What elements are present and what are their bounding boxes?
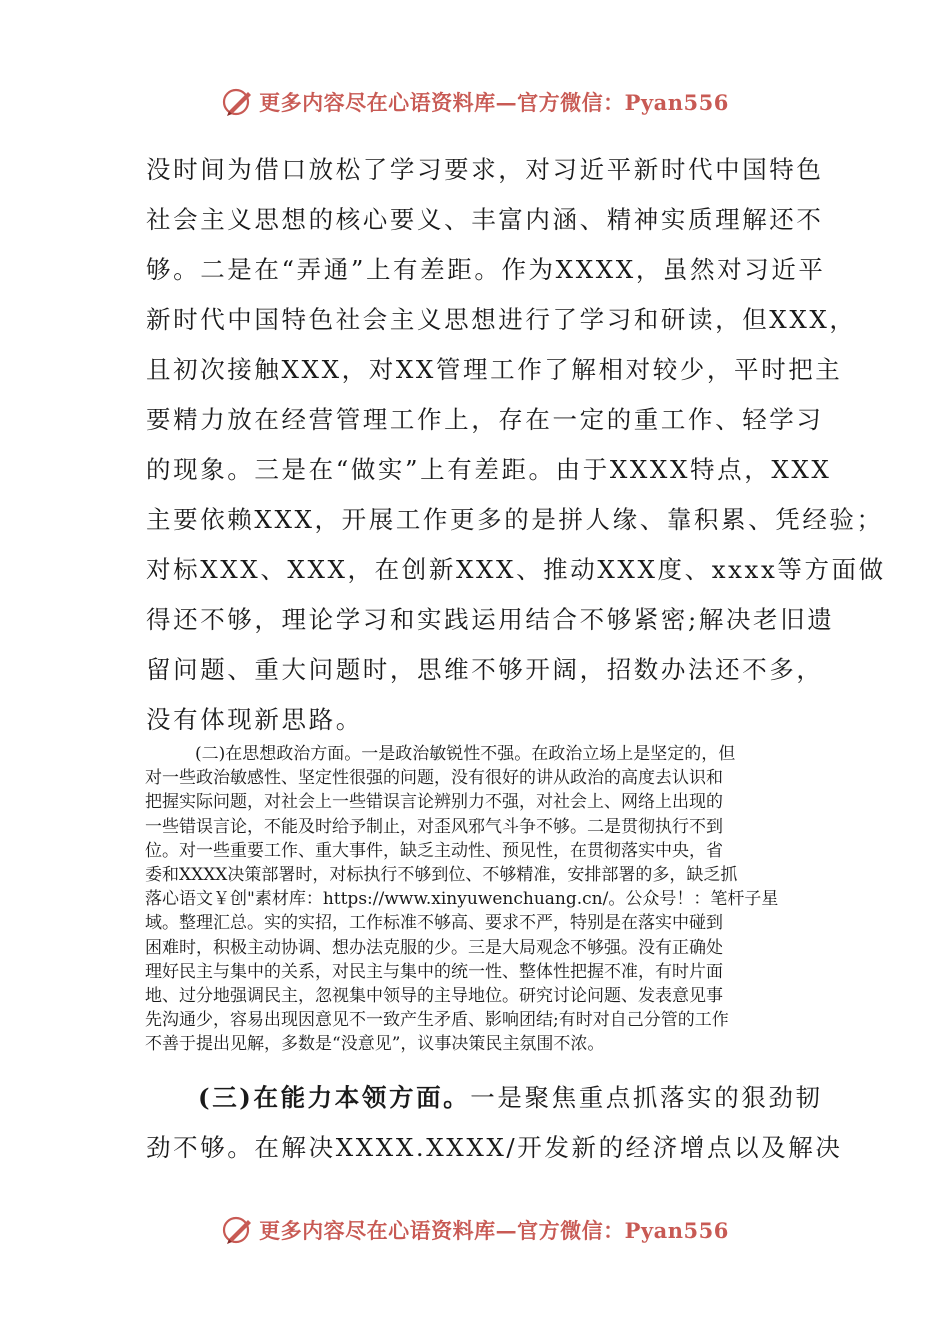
- section-heading: (三)在能力本领方面。: [198, 1083, 471, 1112]
- body-paragraph: [146, 145, 886, 745]
- banner-text: 更多内容尽在心语资料库—官方微信：Pyan556: [259, 1218, 729, 1243]
- text-line: 困难时，积极主动协调、想办法克服的少。三是大局观念不够强。没有正确处: [145, 937, 723, 958]
- pen-logo-icon: [221, 1213, 255, 1247]
- text-line: 理好民主与集中的关系，对民主与集中的统一性、整体性把握不准，有时片面: [145, 961, 723, 982]
- text-line: 社会主义思想的核心要义、丰富内涵、精神实质理解还不: [146, 205, 824, 234]
- text-line: 没有体现新思路。: [146, 705, 363, 734]
- text-line: 新时代中国特色社会主义思想进行了学习和研读，但XXX，: [146, 305, 857, 334]
- section-text: 一是聚焦重点抓落实的狠劲韧: [470, 1083, 823, 1112]
- text-line: (二)在思想政治方面。一是政治敏锐性不强。在政治立场上是坚定的，但: [195, 744, 736, 764]
- section-three: [146, 1073, 843, 1173]
- footer-banner: [0, 1210, 950, 1250]
- text-line: 的现象。三是在“做实”上有差距。由于XXXX特点，XXX: [146, 455, 832, 484]
- banner-text: 更多内容尽在心语资料库—官方微信：Pyan556: [259, 90, 729, 115]
- text-line: 劲不够。在解决XXXX.XXXX/开发新的经济增点以及解决: [146, 1133, 843, 1162]
- text-line: 对一些政治敏感性、坚定性很强的问题，没有很好的讲从政治的高度去认识和: [145, 768, 723, 789]
- text-line: 对标XXX、XXX，在创新XXX、推动XXX度、xxxx等方面做: [146, 555, 886, 584]
- text-line: 落心语文￥创"素材库：https://www.xinyuwenchuang.cn/。公众号！：笔杆子星: [145, 889, 779, 910]
- text-line: 得还不够，理论学习和实践运用结合不够紧密;解决老旧遗: [146, 605, 835, 634]
- text-line: 留问题、重大问题时，思维不够开阔，招数办法还不多，: [146, 655, 824, 684]
- text-line: 先沟通少，容易出现因意见不一致产生矛盾、影响团结;有时对自己分管的工作: [145, 1010, 729, 1031]
- text-line: 一些错误言论，不能及时给予制止，对歪风邪气斗争不够。二是贯彻执行不到: [145, 816, 723, 837]
- text-line: 且初次接触XXX，对XX管理工作了解相对较少，平时把主: [146, 355, 843, 384]
- header-banner: [0, 82, 950, 122]
- text-line: 要精力放在经营管理工作上，存在一定的重工作、轻学习: [146, 405, 824, 434]
- text-line: 域。整理汇总。实的实招，工作标准不够高、要求不严，特别是在落实中碰到: [145, 913, 723, 934]
- text-line: 够。二是在“弄通”上有差距。作为XXXX，虽然对习近平: [146, 255, 826, 284]
- text-line: 没时间为借口放松了学习要求，对习近平新时代中国特色: [146, 155, 824, 184]
- text-line: 不善于提出见解，多数是“没意见”，议事决策民主氛围不浓。: [145, 1034, 605, 1055]
- section-three-line: [146, 1073, 826, 1123]
- text-line: 主要依赖XXX，开展工作更多的是拼人缘、靠积累、凭经验；: [146, 505, 884, 534]
- pen-logo-icon: [221, 85, 255, 119]
- small-paragraph: [145, 742, 815, 1056]
- text-line: 把握实际问题，对社会上一些错误言论辨别力不强，对社会上、网络上出现的: [145, 792, 723, 813]
- text-line: 地、过分地强调民主，忽视集中领导的主导地位。研究讨论问题、发表意见事: [145, 985, 723, 1006]
- text-line: 委和XXXX决策部署时，对标执行不够到位、不够精准，安排部署的多，缺乏抓: [145, 864, 738, 885]
- text-line: 位。对一些重要工作、重大事件，缺乏主动性、预见性，在贯彻落实中央，省: [145, 840, 723, 861]
